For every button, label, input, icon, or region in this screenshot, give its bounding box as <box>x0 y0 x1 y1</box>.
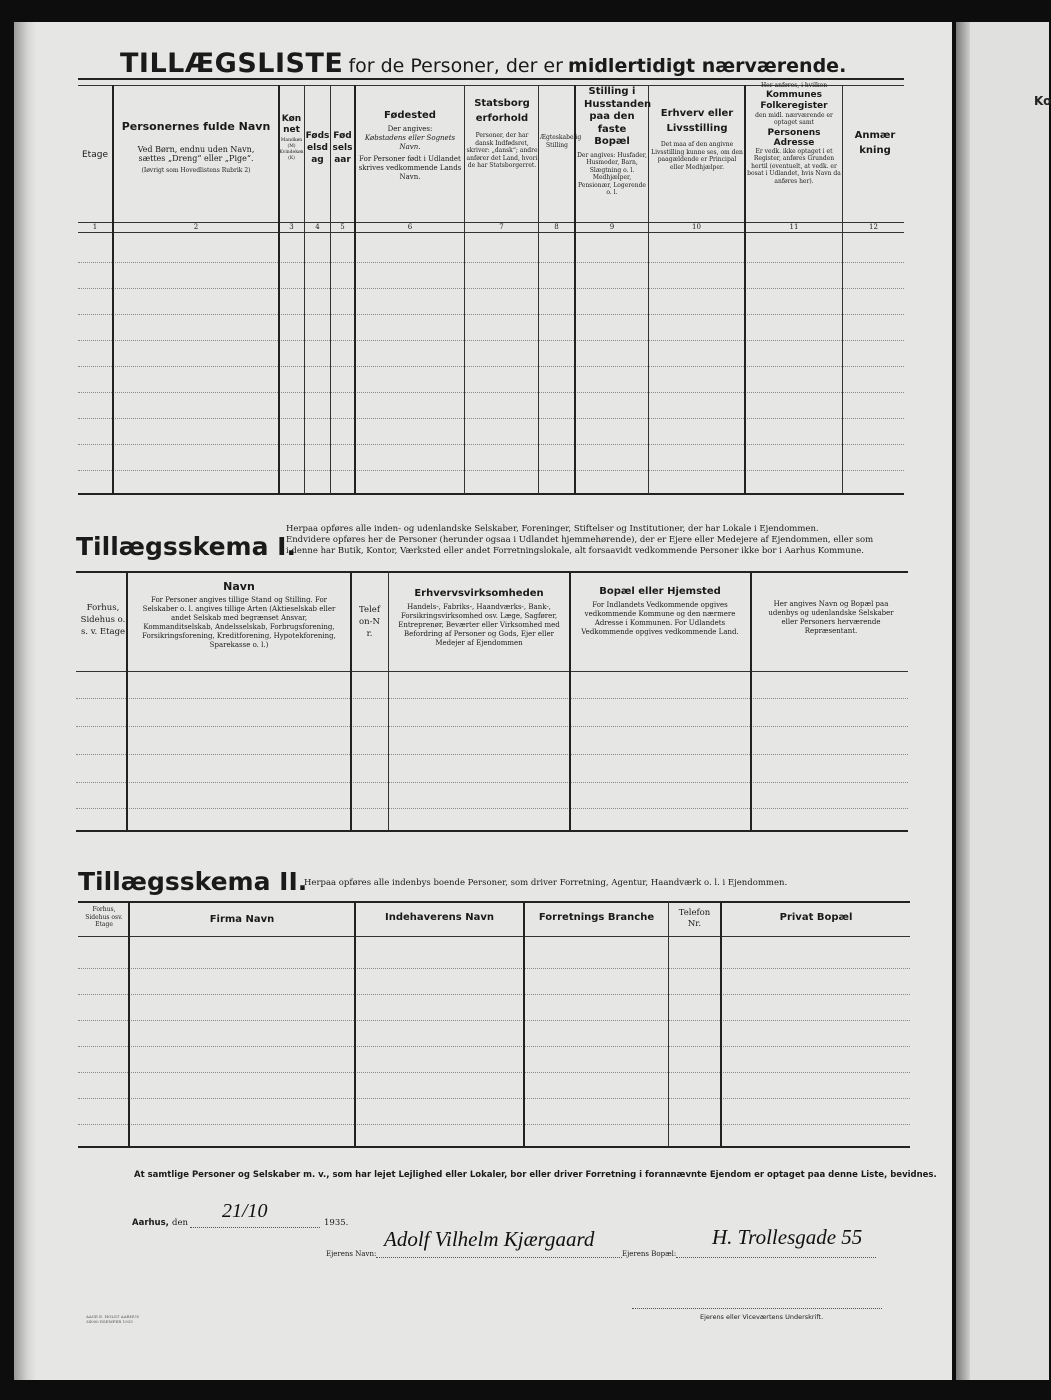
year-label: 1935. <box>324 1218 349 1228</box>
col-registry-header: Her anføres, i hvilken Kommunes Folkeregister den midl. nærværende er optaget samt Personens Adresse Er vedk. ikke optaget i et Register, anføres Grunden hertil (eventuelt, at vedk. er bosat i Udlandet, hvis Navn da anføres her). <box>747 82 841 185</box>
col-number-10: 10 <box>692 223 701 231</box>
adjacent-page-text: Ko <box>1034 94 1051 108</box>
place-label: Aarhus, <box>132 1218 169 1228</box>
skema1-col-etage-header: Forhus, Sidehus o. s. v. Etage <box>80 603 126 637</box>
col-occupation-header: Erhverv eller Livsstilling Det maa af den angivne Livsstilling kunne ses, om den paagældende er Principal eller Medhjælper. <box>651 108 743 171</box>
owner-name-handwritten: Adolf Vilhelm Kjærgaard <box>384 1227 595 1251</box>
col-number-2: 2 <box>193 223 199 231</box>
col-etage-header: Etage <box>82 150 108 160</box>
skema1-description: Herpaa opføres alle inden- og udenlandske Selskaber, Foreninger, Stiftelser og Institutioner, der har Lokale i Ejendommen. Endvidere opføres her de Personer (herunder ogsaa i Udlandet hjemmehørende), der er Ejere eller Medejere af Ejendommen, eller som i denne har Butik, Kontor, Værksted eller andet Forretningslokale, alt forsaavidt vedkommende Personer ikke bor i Aarhus Kommune. <box>286 524 874 556</box>
skema1-col-residence-header: Bopæl eller Hjemsted For Indlandets Vedkommende opgives vedkommende Kommune og den nærmere Adresse i Kommunen. For Udlandets Vedkommende opgives vedkommende Land. <box>581 586 739 636</box>
col-number-1: 1 <box>92 223 98 231</box>
col-number-6: 6 <box>407 223 413 231</box>
date-label: den <box>172 1218 188 1228</box>
col-number-3: 3 <box>289 223 294 231</box>
col-birthday-header: Fødselsdag <box>305 131 330 165</box>
col-sex-header: Kønnet Mandkøn (M) Kvindekøn (K) <box>279 114 304 161</box>
col-birthyear-header: Fødselsaar <box>332 131 353 165</box>
skema2-title: Tillægsskema II. <box>78 867 308 896</box>
skema1-col-representative-header: Her angives Navn og Bopæl paa udenbys og udenlandske Selskaber eller Personers herværende Repræsentant. <box>768 600 894 635</box>
book-fold <box>956 22 970 1380</box>
col-citizenship-header: Statsborgerforhold Personer, der har dansk Indfødsret, skriver: „dansk“; andre anfører det Land, hvori de har Statsborgerret. <box>466 98 538 169</box>
col-number-4: 4 <box>315 223 320 231</box>
col-number-5: 5 <box>340 223 345 231</box>
col-remark-header: Anmærkning <box>854 130 896 156</box>
page-edge <box>14 22 36 1380</box>
adjacent-page <box>956 22 1049 1380</box>
owner-address-handwritten: H. Trollesgade 55 <box>712 1225 863 1249</box>
col-marital-header: Ægteskabelig Stilling <box>540 134 582 149</box>
skema2-col-phone-header: Telefon Nr. <box>678 908 711 929</box>
skema1-col-phone-header: Telefon-Nr. <box>359 605 380 639</box>
skema2-col-etage-header: Forhus, Sidehus osv. Etage <box>85 906 123 928</box>
form-page <box>14 22 952 1380</box>
skema2-col-address-header: Privat Bopæl <box>779 912 853 923</box>
skema2-description: Herpaa opføres alle indenbys boende Personer, som driver Forretning, Agentur, Haandværk o. l. i Ejendommen. <box>304 878 788 888</box>
skema2-col-firm-header: Firma Navn <box>209 914 275 925</box>
col-name-header: Personernes fulde Navn Ved Børn, endnu uden Navn, sættes „Dreng“ eller „Pige“. (Iøvrigt som Hovedlistens Rubrik 2) <box>121 120 271 174</box>
col-birthplace-header: Fødested Der angives: Købstadens eller Sognets Navn. For Personer født i Udlandet skrives vedkommende Lands Navn. <box>358 110 462 181</box>
col-number-8: 8 <box>554 223 559 231</box>
owner-name-label: Ejerens Navn: <box>326 1250 377 1258</box>
col-number-11: 11 <box>789 223 799 231</box>
col-household-header: Stilling i Husstanden paa den faste Bopæl Der angives: Husfader, Husmoder, Barn, Slægtning o. l. Medhjælper, Pensionær, Logerende o. l. <box>577 86 652 196</box>
attestation-statement: At samtlige Personer og Selskaber m. v., som har lejet Lejlighed eller Lokaler, bor eller driver Forretning i forannævnte Ejendom er optaget paa denne Liste, bevidnes. <box>134 1170 937 1180</box>
skema1-col-name-header: Navn For Personer angives tillige Stand og Stilling. For Selskaber o. l. angives tillige Arten (Aktieselskab eller andet Selskab med begrænset Ansvar, Kommanditselskab, Andelsselskab, Forbrugsforening, Forsikringsforening, Kreditforening, Hypotekforening, Sparekasse o. l.) <box>142 580 336 649</box>
col-number-7: 7 <box>499 223 504 231</box>
skema1-title: Tillægsskema I. <box>76 532 296 561</box>
skema2-col-owner-header: Indehaverens Navn <box>385 912 494 923</box>
skema1-col-business-header: Erhvervsvirksomheden Handels-, Fabriks-, Haandværks-, Bank-, Forsikringsvirksomhed osv. Læge, Sagfører, Entreprenør, Beværter eller Virksomhed med Befordring af Personer og Gods, Ejer eller Medejer af Ejendommen <box>398 588 560 647</box>
date-handwritten: 21/10 <box>222 1200 268 1222</box>
skema2-col-branch-header: Forretnings Branche <box>538 912 655 923</box>
printer-imprint: AAGE E. HOLST AARHUS 34000 ESEMPER 1935 <box>86 1314 140 1324</box>
col-number-12: 12 <box>869 223 878 231</box>
signature-label: Ejerens eller Viceværtens Underskrift. <box>700 1313 824 1321</box>
list-title: TILLÆGSLISTE for de Personer, der er midlertidigt nærværende. <box>120 48 847 79</box>
col-number-9: 9 <box>609 223 615 231</box>
owner-address-label: Ejerens Bopæl: <box>622 1250 677 1258</box>
